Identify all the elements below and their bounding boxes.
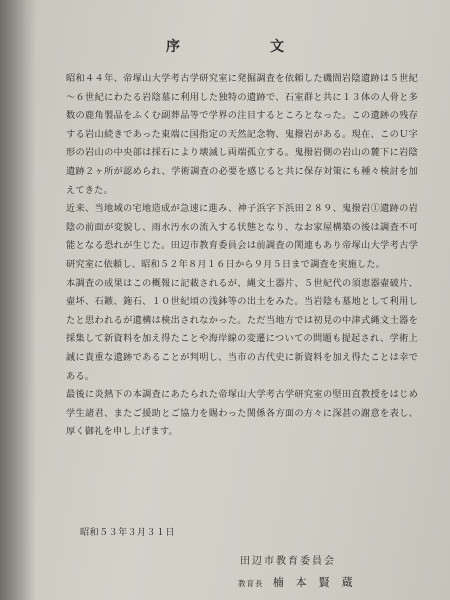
signatory-name: 楠本賢蔵 xyxy=(272,576,365,589)
preface-body xyxy=(66,70,418,442)
paragraph-3: 本調査の成果はこの概報に記載されるが、縄文土器片、５世紀代の須恵器壷破片、壷坏、石鏃、鉇石、１０世紀頃の浅鉢等の出土をみた。当岩陰も墓地として利用したと思われるが遺構は検出されなかった。ただ当地方では初見の中津式縄文土器を採集して新資料を加え得たことや海岸線の変遷についての問題も提起され、学術上誠に貴重な遺跡であることが判明し、当市の古代史に新資料を加え得たことは幸である。 xyxy=(66,277,418,382)
issuing-organization: 田辺市教育委員会 xyxy=(240,556,336,567)
issue-date: 昭和５３年３月３１日 xyxy=(80,527,175,538)
document-title: 序 文 xyxy=(166,39,322,55)
paragraph-1: 昭和４４年、帝塚山大学考古学研究室に発掘調査を依頼した磯間岩陰遺跡は５世紀～６世紀にわたる岩陰墓に利用した独特の遺跡で、石室群と共に１３体の人骨と多数の鹿角製品をふくむ副葬品等で学界の注目するところとなった。この遺跡の残存する岩山続きであった東端に国指定の天然記念物、鬼撥岩がある。現在、このＵ字形の岩山の中央部は採石により壊滅し両端孤立する。鬼撥岩側の岩山の麓下に岩陰遺跡２ヶ所が認められ、学術調査の必要を感じると共に保存対策にも種々検討を加えてきた。 xyxy=(66,73,418,196)
binding-shadow xyxy=(0,0,36,600)
signatory-role: 教育長 xyxy=(238,579,264,588)
signature-block xyxy=(238,574,365,590)
paragraph-4: 最後に炎熱下の本調査にあたられた帝塚山大学考古学研究室の堅田直教授をはじめ学生諸君、またご援助とご協力を賜わった関係各方面の方々に深甚の謝意を表し、厚く御礼を申し上げます。 xyxy=(66,389,418,438)
paragraph-2: 近来、当地域の宅地造成が急速に進み、神子浜字下浜田２８９、鬼撥岩①遺跡の岩陰の前面が変貌し、雨水汚水の流入する状態となり、なお家屋構築の後は調査不可能となる恐れが生じた。田辺市教育委員会は前調査の関連もあり帝塚山大学考古学研究室に依頼し、昭和５２年８月１６日から９月５日まで調査を実施した。 xyxy=(66,203,418,270)
